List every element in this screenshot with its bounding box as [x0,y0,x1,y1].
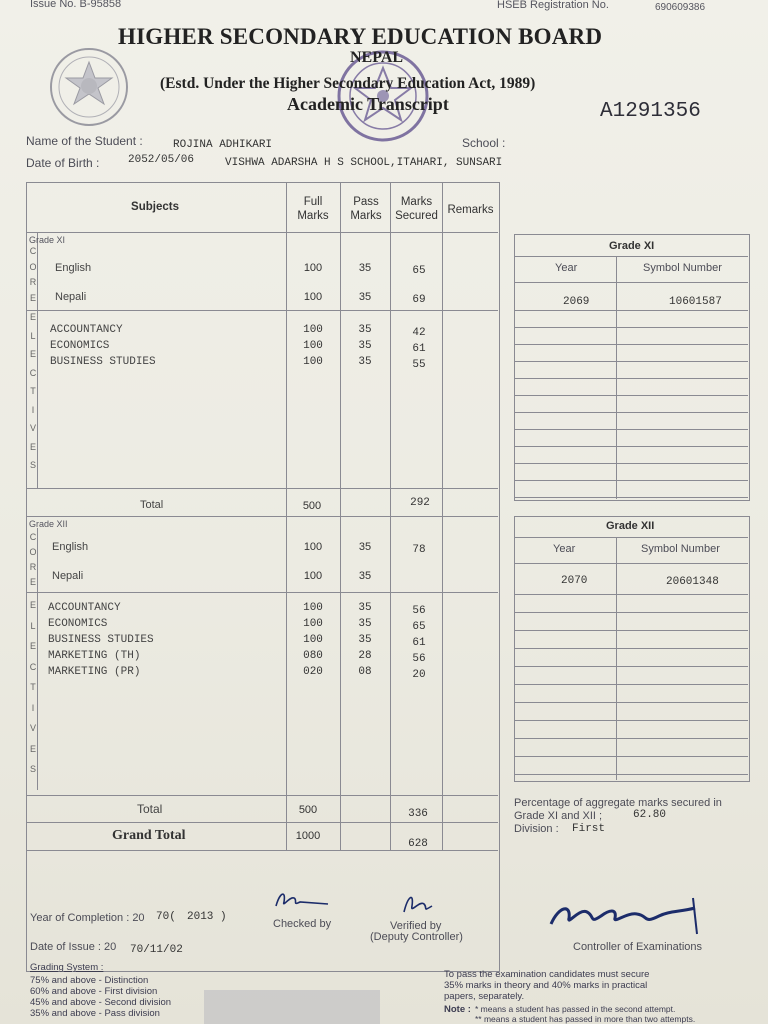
aggregate-line2: Grade XI and XII ; [514,810,603,822]
aggregate-percent: 62.80 [633,809,667,821]
full-marks: 100 [303,340,323,352]
full-marks: 100 [303,356,323,368]
core-letter: R [29,277,37,287]
division-label: Division : [514,823,559,835]
grade11-total-label: Total [140,499,164,511]
core-letter: C [29,246,37,256]
board-name: HIGHER SECONDARY EDUCATION BOARD [118,24,603,49]
subject-name: ACCOUNTANCY [48,602,121,614]
header-remarks: Remarks [447,204,494,216]
subject-name: English [52,541,89,553]
pass-marks: 28 [358,650,372,662]
serial-number: A1291356 [600,100,701,123]
full-marks: 080 [303,650,323,662]
pass-marks: 35 [358,634,372,646]
checked-by-signature-icon [272,888,332,914]
issue-number: Issue No. B-95858 [30,0,122,10]
grade12-label: Grade XII [29,519,68,529]
full-marks: 100 [303,634,323,646]
note-line2: ** means a student has passed in more than two attempts. [475,1014,696,1024]
side-grade12-symbol-label: Symbol Number [641,543,720,555]
pass-marks: 35 [358,262,372,274]
header-subjects: Subjects [131,201,179,213]
grand-total-secured: 628 [408,838,428,850]
pass-marks: 35 [358,541,372,553]
date-of-birth: 2052/05/06 [128,154,195,166]
side-grade12-year-label: Year [553,543,576,555]
controller-label: Controller of Examinations [573,941,703,953]
grade12-total-full: 500 [298,804,318,816]
pass-note-line: papers, separately. [444,991,525,1002]
header-full-marks: Full Marks [297,196,329,222]
elective-letter: T [30,682,36,692]
elective-letter: S [29,764,36,774]
student-name-label: Name of the Student : [26,134,143,148]
marks-secured: 20 [412,669,426,681]
pass-note-line: 35% marks in theory and 40% marks in practical [444,980,648,991]
document-title: Academic Transcript [287,94,449,114]
completion-yy: 70( [156,911,176,923]
marks-secured: 61 [412,637,426,649]
header-pass-marks: Pass Marks [350,196,382,222]
marks-secured: 61 [412,343,426,355]
core-letter: E [29,292,36,303]
registration-number: 690609386 [655,2,706,13]
country-name: NEPAL [350,49,404,66]
registration-label: HSEB Registration No. [497,0,609,11]
note-line1: * means a student has passed in the second attempt. [475,1004,676,1014]
marks-secured: 55 [412,359,426,371]
core-letter: O [29,547,37,557]
completion-year: 2013 ) [187,911,227,923]
elective-letter: L [30,330,36,341]
core-letter: E [29,577,36,587]
deputy-controller-label: (Deputy Controller) [370,931,463,943]
checked-by-label: Checked by [273,918,332,930]
subject-name: ECONOMICS [48,618,108,630]
elective-letter: E [29,641,36,651]
grade11-total-full: 500 [302,500,322,512]
side-grade11-year-label: Year [555,262,578,274]
full-marks: 100 [303,602,323,614]
pass-marks: 35 [358,570,372,582]
elective-letter: I [31,702,35,713]
header-marks-secured: Marks Secured [395,196,438,222]
full-marks: 100 [303,324,323,336]
subject-name: BUSINESS STUDIES [48,634,154,646]
issue-date-label: Date of Issue : 20 [30,941,117,953]
grade12-total-label: Total [137,802,163,816]
core-letter: R [29,562,37,572]
full-marks: 100 [303,262,323,274]
controller-signature-icon [545,894,705,938]
side-grade11-symbol-label: Symbol Number [643,262,722,274]
grand-total-label: Grand Total [112,828,186,843]
side-grade12-symbol: 20601348 [666,576,719,588]
grade12-total-secured: 336 [408,808,428,820]
full-marks: 020 [303,666,323,678]
elective-letter: E [29,349,36,359]
note-label: Note : [444,1004,471,1015]
pass-note-line: To pass the examination candidates must secure [444,969,650,980]
division-value: First [572,823,606,835]
subject-name: BUSINESS STUDIES [50,356,156,368]
pass-marks: 35 [358,324,372,336]
subject-name: Nepali [55,291,87,303]
side-grade11-title: Grade XI [609,240,655,252]
grade11-label: Grade XI [29,235,66,245]
verified-by-label: Verified by [390,920,442,932]
elective-letter: C [29,661,37,672]
elective-letter: E [29,600,36,610]
elective-letter: L [30,620,36,631]
elective-letter: I [31,404,35,415]
subject-name: ECONOMICS [50,340,110,352]
elective-letter: E [29,441,36,452]
subject-name: MARKETING (TH) [48,650,141,662]
marks-secured: 65 [412,265,426,277]
grading-item: 60% and above - First division [30,986,158,997]
dob-label: Date of Birth : [26,156,100,170]
marks-secured: 78 [412,544,426,556]
marks-secured: 65 [412,621,426,633]
grand-total-full: 1000 [295,830,321,842]
elective-letter: E [29,312,36,322]
issue-date: 70/11/02 [130,944,183,956]
grade11-total-secured: 292 [410,497,430,509]
elective-letter: T [30,386,36,396]
grading-item: 45% and above - Second division [30,997,172,1008]
elective-letter: V [29,723,36,733]
marks-secured: 42 [412,327,426,339]
full-marks: 100 [303,541,323,553]
core-letter: O [29,261,37,272]
grading-item: 75% and above - Distinction [30,975,149,986]
elective-letter: C [29,367,37,378]
side-grade12-year: 2070 [561,575,588,587]
elective-letter: S [29,460,36,470]
subject-name: ACCOUNTANCY [50,324,123,336]
subject-name: Nepali [52,570,84,582]
pass-marks: 35 [358,356,372,368]
elective-letter: V [29,423,36,433]
subject-name: MARKETING (PR) [48,666,141,678]
full-marks: 100 [303,618,323,630]
pass-marks: 35 [358,602,372,614]
school-label: School : [462,136,506,150]
full-marks: 100 [303,570,323,582]
marks-secured: 56 [412,605,426,617]
school-name: VISHWA ADARSHA H S SCHOOL,ITAHARI, SUNSARI [225,157,503,169]
grade11-year-table [514,234,750,501]
pass-marks: 35 [358,618,372,630]
pass-marks: 35 [358,291,372,303]
core-letter: C [29,532,37,542]
pass-marks: 08 [358,666,372,678]
marks-secured: 69 [412,294,426,306]
establishment-line: (Estd. Under the Higher Secondary Education Act, 1989) [160,75,536,92]
pass-marks: 35 [358,340,372,352]
marks-secured: 56 [412,653,426,665]
side-grade11-symbol: 10601587 [669,296,722,308]
subject-name: English [55,262,92,274]
grading-title: Grading System : [30,962,104,973]
full-marks: 100 [303,291,323,303]
side-grade12-title: Grade XII [606,520,655,532]
side-grade11-year: 2069 [563,296,590,308]
grade12-year-table [514,516,750,782]
aggregate-line1: Percentage of aggregate marks secured in [514,797,722,809]
verified-by-signature-icon [398,890,438,918]
completion-label: Year of Completion : 20 [30,912,145,924]
emblem-icon [48,46,130,128]
grading-item: 35% and above - Pass division [30,1008,160,1019]
hologram-strip [204,990,380,1024]
elective-letter: E [29,743,36,754]
student-name: ROJINA ADHIKARI [173,139,273,151]
